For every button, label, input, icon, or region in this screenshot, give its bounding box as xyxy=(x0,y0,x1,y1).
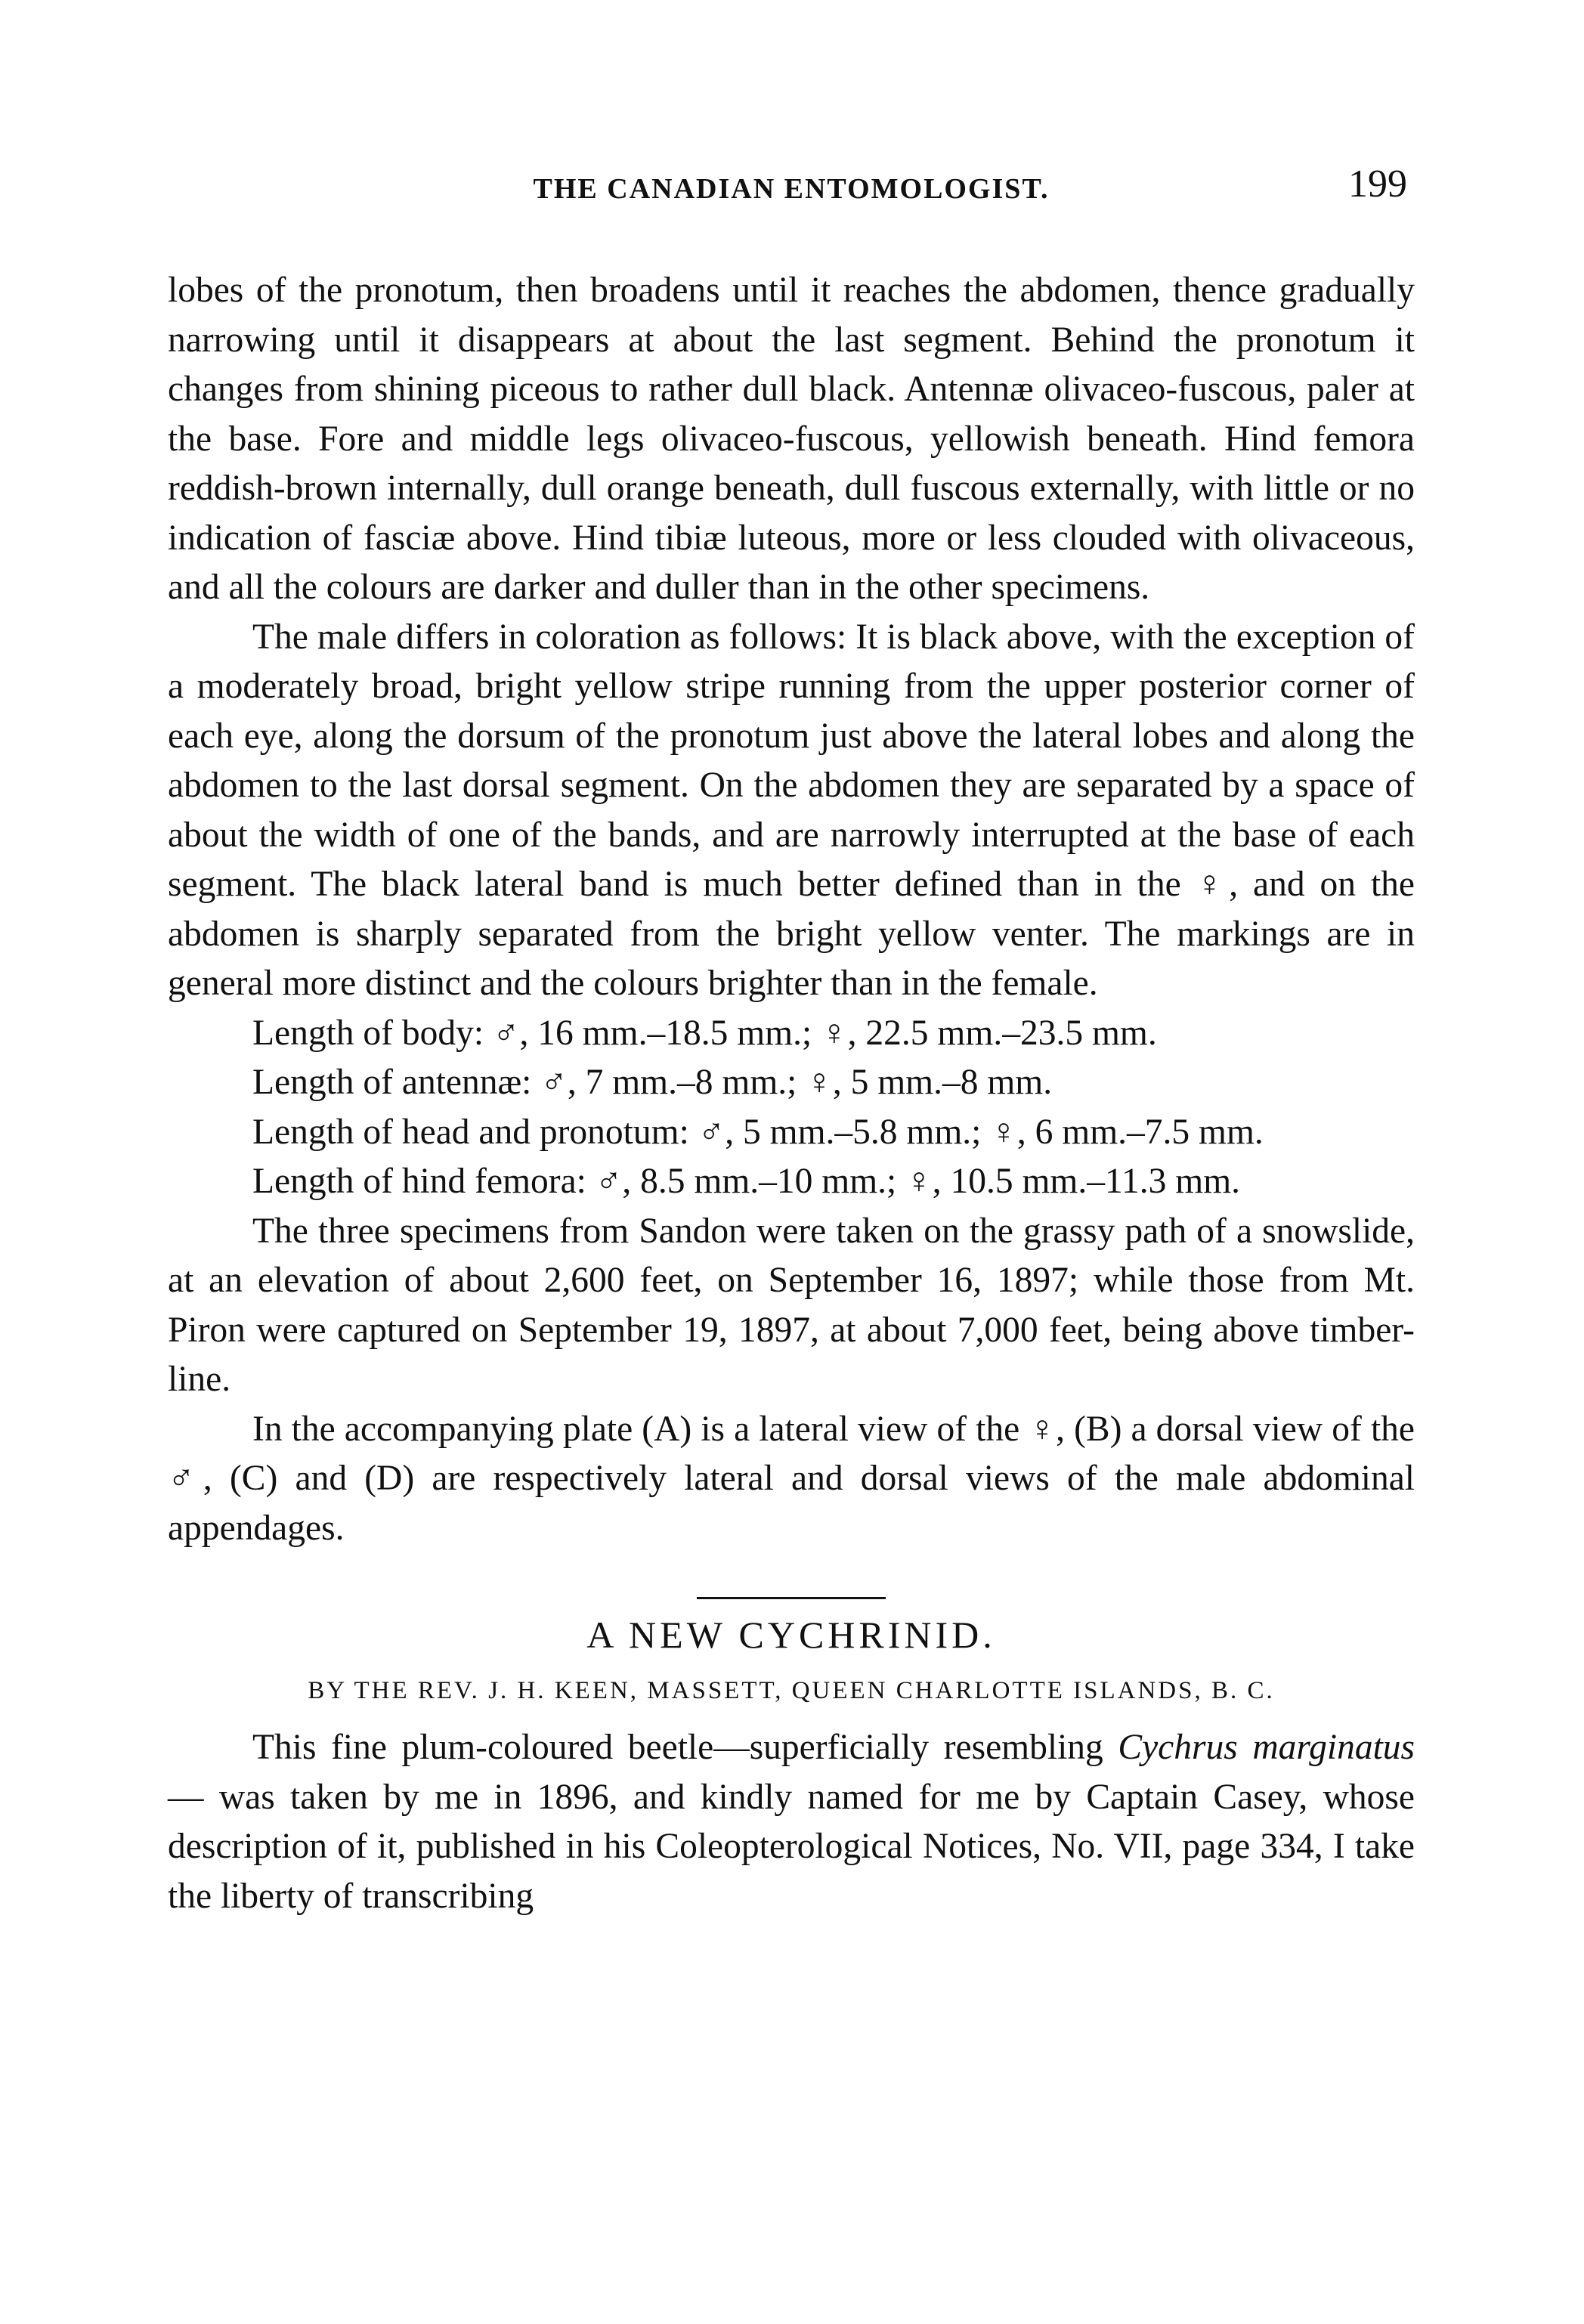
body-text xyxy=(168,266,1415,1921)
intro-text-start: This fine plum-coloured beetle—superficially resembling xyxy=(252,1728,1118,1767)
paragraph-collection-locality: The three specimens from Sandon were taken on the grassy path of a snowslide, at an elevation of about 2,600 feet, on September 16, 1897; while those from Mt. Piron were captured on September 19, 1897, at about 7,000 feet, being above timber-line. xyxy=(168,1211,1415,1399)
paragraph-plate-description: In the accompanying plate (A) is a lateral view of the ♀, (B) a dorsal view of the ♂, (C) and (D) are respectively lateral and dorsal views of the male abdominal appendages. xyxy=(168,1409,1415,1548)
measurement-head-pronotum-length: Length of head and pronotum: ♂, 5 mm.–5.8 mm.; ♀, 6 mm.–7.5 mm. xyxy=(252,1112,1264,1152)
page-number: 199 xyxy=(1348,162,1407,206)
paragraph-female-description: lobes of the pronotum, then broadens until it reaches the abdomen, thence gradually narrowing until it disappears at about the last segment. Behind the pronotum it changes from shining piceous to rather dull black. Antennæ olivaceo-fuscous, paler at the base. Fore and middle legs olivaceo-fuscous, yellowish beneath. Hind femora reddish-brown internally, dull orange beneath, dull fuscous externally, with little or no indication of fasciæ above. Hind tibiæ luteous, more or less clouded with olivaceous, and all the colours are darker and duller than in the other specimens. xyxy=(168,271,1415,607)
paragraph-cychrinid-intro xyxy=(168,1723,1415,1921)
section-title: A NEW CYCHRINID. xyxy=(168,1597,1415,1660)
species-name: Cychrus marginatus xyxy=(1118,1728,1415,1767)
running-title: THE CANADIAN ENTOMOLOGIST. xyxy=(533,173,1050,205)
author-byline: BY THE REV. J. H. KEEN, MASSETT, QUEEN CHARLOTTE ISLANDS, B. C. xyxy=(308,1676,1275,1704)
measurement-hind-femora-length: Length of hind femora: ♂, 8.5 mm.–10 mm.; ♀, 10.5 mm.–11.3 mm. xyxy=(252,1162,1241,1201)
intro-text-end: — was taken by me in 1896, and kindly named for me by Captain Casey, whose description of it, published in his Coleopterological Notices, No. VII, page 334, I take the liberty of transcribing xyxy=(168,1777,1415,1916)
measurement-antennae-length: Length of antennæ: ♂, 7 mm.–8 mm.; ♀, 5 mm.–8 mm. xyxy=(252,1063,1053,1102)
page-header xyxy=(168,159,1415,212)
paragraph-male-description: The male differs in coloration as follows: It is black above, with the exception of a moderately broad, bright yellow stripe running from the upper posterior corner of each eye, along the dorsum of the pronotum just above the lateral lobes and along the abdomen to the last dorsal segment. On the abdomen they are separated by a space of about the width of one of the bands, and are narrowly interrupted at the base of each segment. The black lateral band is much better defined than in the ♀, and on the abdomen is sharply separated from the bright yellow venter. The markings are in general more distinct and the colours brighter than in the female. xyxy=(168,617,1415,1003)
measurement-body-length: Length of body: ♂, 16 mm.–18.5 mm.; ♀, 22.5 mm.–23.5 mm. xyxy=(252,1013,1157,1053)
